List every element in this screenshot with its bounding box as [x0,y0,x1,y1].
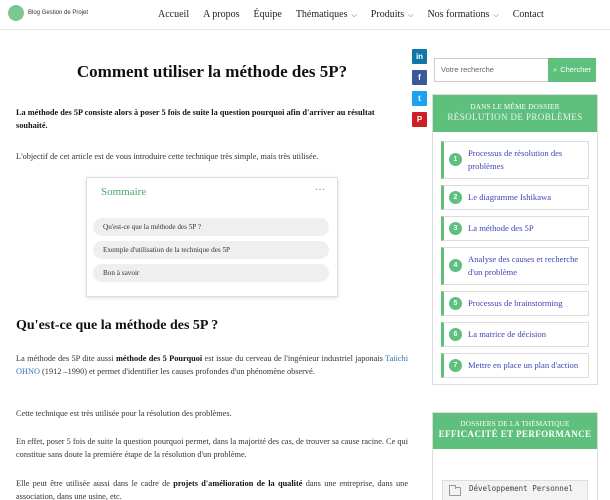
dossier-header [433,95,597,132]
dossier-item[interactable]: 4 Analyse des causes et recherche d'un problème [441,247,589,285]
same-dossier-panel [432,94,598,385]
pinterest-icon[interactable]: P [412,112,427,127]
nav-item-accueil[interactable]: Accueil [158,9,190,20]
toc-item[interactable]: Exemple d'utilisation de la technique des 5P [93,241,329,259]
dossier-item[interactable]: 2 Le diagramme Ishikawa [441,185,589,210]
linkedin-icon[interactable]: in [412,49,427,64]
folder-icon [449,487,461,496]
leaf-logo-icon [8,5,24,21]
search-button[interactable]: ⌕ Chercher [548,58,596,82]
search-input[interactable]: Votre recherche [434,58,549,82]
table-of-contents [86,177,338,297]
dossier-item[interactable]: 1 Processus de résolution des problèmes [441,141,589,179]
dossier-item[interactable]: 5 Processus de brainstorming [441,291,589,316]
nav-item-thematiques[interactable]: Thématiques ⌵ [295,9,357,20]
theme-item-developpement-personnel[interactable] [442,480,588,500]
taiichi-ohno-link[interactable]: Taiichi OHNO [16,354,409,376]
main-nav [158,9,558,20]
dossier-kicker: DANS LE MÊME DOSSIER [470,103,560,111]
chevron-down-icon: ⌵ [351,11,357,19]
search-icon: ⌕ [553,65,558,74]
nav-item-produits[interactable]: Produits ⌵ [370,9,414,20]
nav-item-equipe[interactable]: Équipe [253,9,282,20]
chevron-down-icon: ⌵ [493,11,499,19]
site-logo[interactable] [8,5,88,21]
dossier-list [433,132,597,378]
dossier-item[interactable]: 7 Mettre en place un plan d'action [441,353,589,378]
page-title: Comment utiliser la méthode des 5P? [76,62,348,81]
dossier-item[interactable]: 6 La matrice de décision [441,322,589,347]
paragraph-root-cause: En effet, poser 5 fois de suite la question pourquoi permet, dans la majorité des cas, de trouver sa cause racine. Ce qui constitue sans doute la première étape de la résolution d'un problème. [16,437,408,459]
facebook-icon[interactable]: f [412,70,427,85]
site-header [0,0,610,30]
toc-item[interactable]: Qu'est-ce que la méthode des 5P ? [93,218,329,236]
dossier-item[interactable]: 3 La méthode des 5P [441,216,589,241]
theme-header [433,413,597,449]
paragraph-definition: La méthode des 5P dite aussi méthode des 5 Pourquoi est issue du cerveau de l'ingénieur industriel japonais Taiichi OHNO (1912 –1990) et permet d'identifier les causes profondes d'un phénomène observé. [16,354,409,376]
theme-kicker: DOSSIERS DE LA THÉMATIQUE [460,420,570,428]
paragraph-quality: Elle peut être utilisée aussi dans le cadre de projets d'amélioration de la qualité dans une entreprise, dans une association, dans une usine, etc. [16,479,409,500]
theme-title: EFFICACITÉ ET PERFORMANCE [438,429,592,439]
nav-item-nos-formations[interactable]: Nos formations ⌵ [427,9,499,20]
toc-item[interactable]: Bon à savoir [93,264,329,282]
chevron-down-icon: ⌵ [408,11,414,19]
paragraph-usage: Cette technique est très utilisée pour la résolution des problèmes. [16,409,232,418]
section-heading: Qu'est-ce que la méthode des 5P ? [16,318,219,333]
logo-text: Blog Gestion de Projet [28,10,89,16]
share-bar [412,49,427,133]
intro-paragraph: La méthode des 5P consiste alors à poser 5 fois de suite la question pourquoi afin d'arriver au résultat souhaité. [16,108,375,130]
toc-menu-icon[interactable]: ··· [315,185,325,196]
twitter-icon[interactable]: t [412,91,427,106]
theme-item-label: Développement Personnel [469,484,573,493]
objective-paragraph: L'objectif de cet article est de vous introduire cette technique très simple, mais très utilisée. [16,152,319,161]
toc-title: Sommaire [101,186,147,198]
dossier-title: RÉSOLUTION DE PROBLÈMES [447,112,583,122]
nav-item-a-propos[interactable]: A propos [203,9,240,20]
nav-item-contact[interactable]: Contact [512,9,544,20]
